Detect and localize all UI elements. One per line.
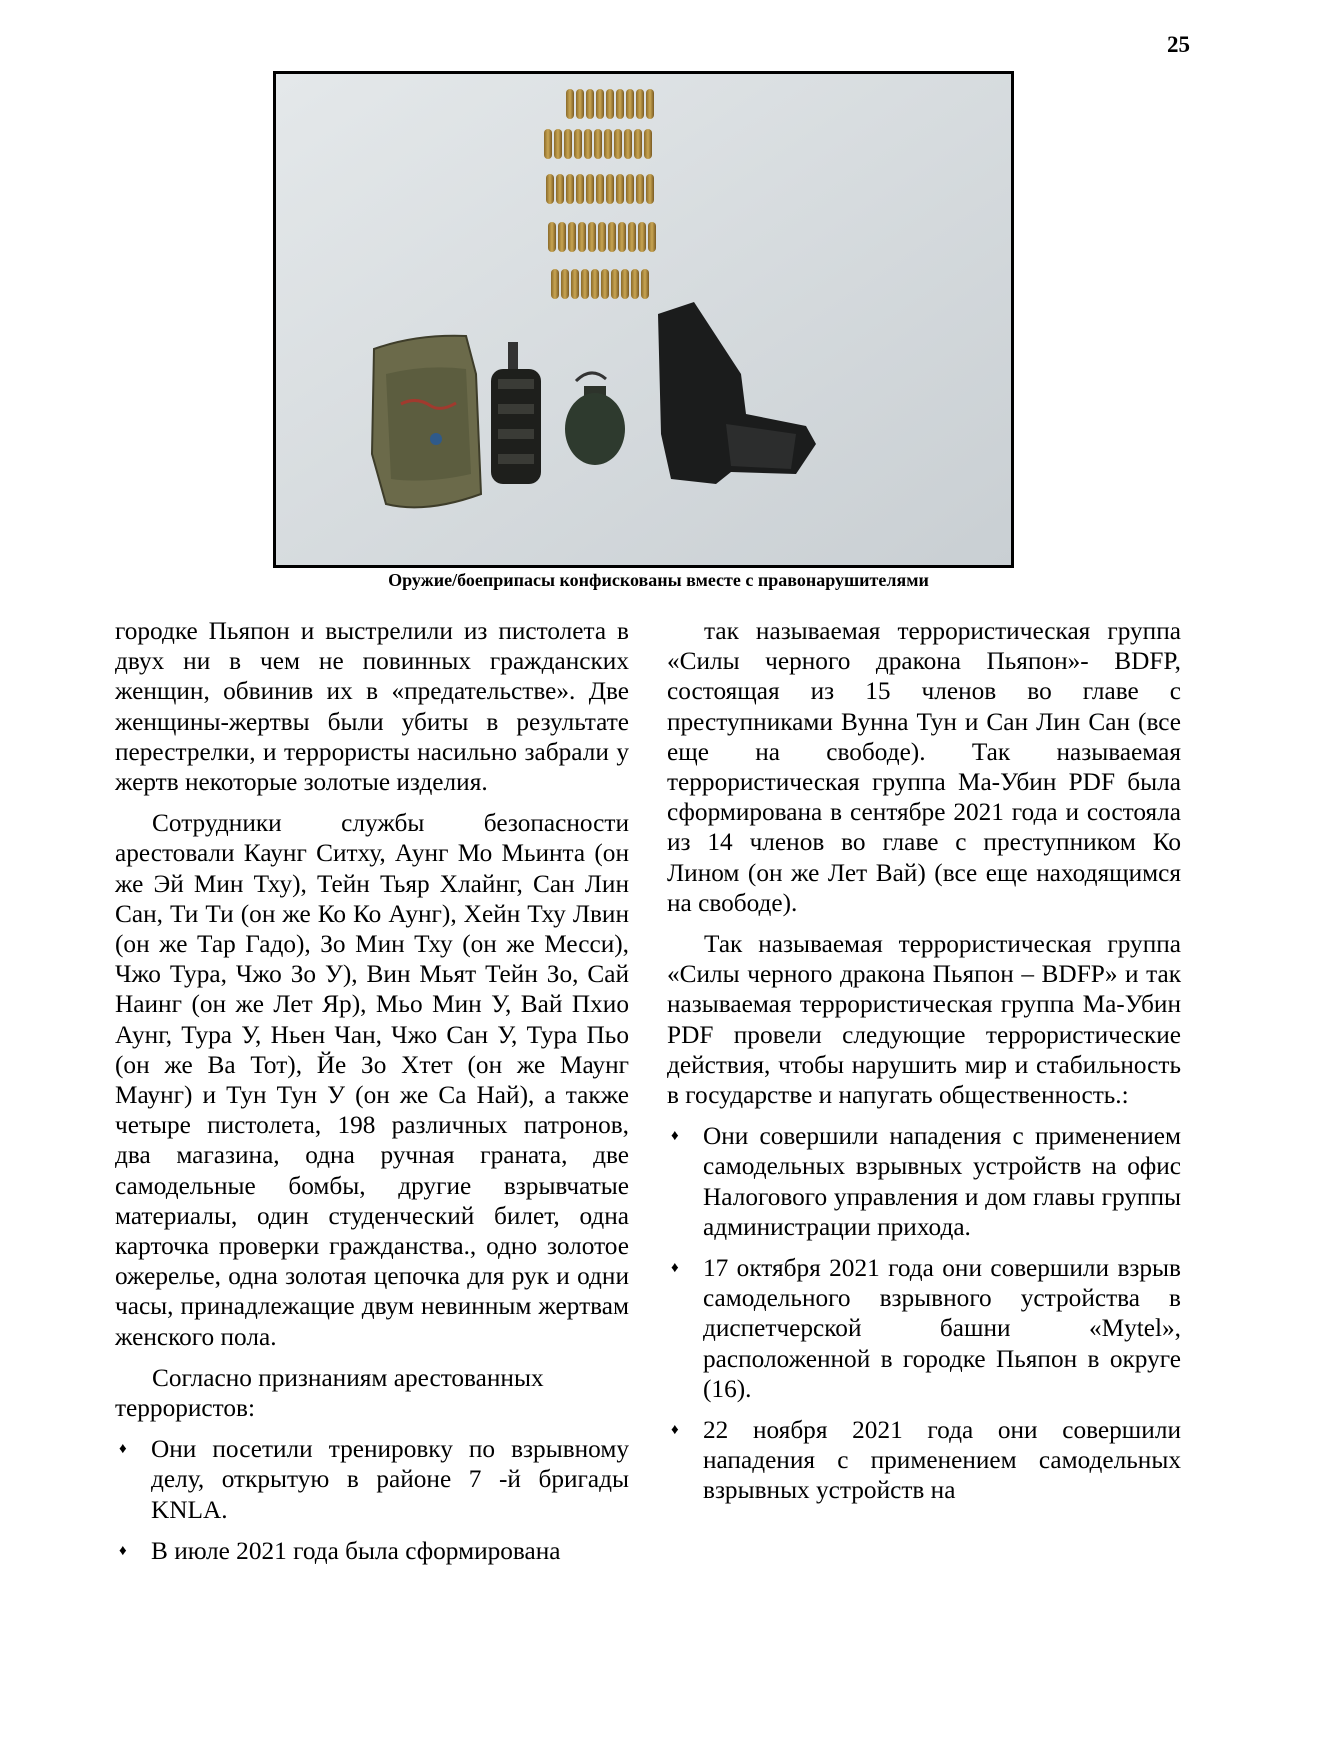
cartridge bbox=[626, 174, 634, 204]
cartridge bbox=[596, 89, 604, 119]
cartridge bbox=[576, 89, 584, 119]
cartridge bbox=[638, 222, 646, 252]
cartridge bbox=[576, 174, 584, 204]
cartridge bbox=[556, 174, 564, 204]
cartridge bbox=[606, 89, 614, 119]
photo-caption: Оружие/боеприпасы конфискованы вместе с правонарушителями bbox=[388, 570, 929, 590]
bullet-diamond-icon: ♦ bbox=[671, 1260, 679, 1277]
cartridge bbox=[554, 129, 562, 159]
cartridge bbox=[586, 89, 594, 119]
paragraph: городке Пьяпон и выстрелили из пистолета в двух ни в чем не повинных гражданских женщин, обвинив их в «предательстве». Две женщины-жертвы были убиты в результате перестрелки, и террористы насильно забрали у жертв некоторые золотые изделия. bbox=[115, 617, 629, 797]
paragraph: Сотрудники службы безопасности арестовали Каунг Ситху, Аунг Мо Мьинта (он же Эй Мин Тху), Тейн Тьяр Хлайнг, Сан Лин Сан, Ти Ти (он же Ко Ко Аунг), Хейн Тху Лвин (он же Тар Гадо), Зо Мин Тху (он же Месси), Чжо Тура, Чжо Зо У), Вин Мьят Тейн Зо, Сай Наинг (он же Лет Яр), Мьо Мин У, Вай Пхио Аунг, Тура У, Ньен Чан, Чжо Сан У, Тура Пьо (он же Ва Тот), Йе Зо Хтет (он же Маунг Маунг) и Тун Тун У (он же Са Най), а также четыре пистолета, 198 различных патронов, два магазина, одна ручная граната, две самодельные бомбы, другие взрывчатые материалы, один студенческий билет, одна карточка проверки гражданства., одно золотое ожерелье, одна золотая цепочка для рук и одни часы, принадлежащие двум невинным жертвам женского пола. bbox=[115, 809, 629, 1351]
cartridge bbox=[621, 269, 629, 299]
list-item-text: Они посетили тренировку по взрывному делу, открытую в районе 7 -й бригады KNLA. bbox=[151, 1435, 629, 1524]
cartridge bbox=[648, 222, 656, 252]
cartridge bbox=[601, 269, 609, 299]
bullet-diamond-icon: ♦ bbox=[119, 1441, 127, 1458]
cartridge bbox=[551, 269, 559, 299]
cartridge bbox=[636, 174, 644, 204]
cartridge bbox=[646, 89, 654, 119]
cartridge bbox=[584, 129, 592, 159]
cartridge bbox=[574, 129, 582, 159]
cartridge bbox=[578, 222, 586, 252]
cartridge bbox=[626, 89, 634, 119]
wrapped-explosive-package bbox=[372, 336, 481, 508]
cartridge bbox=[604, 129, 612, 159]
list-item bbox=[667, 1121, 1181, 1242]
cartridge bbox=[616, 89, 624, 119]
cartridge bbox=[596, 174, 604, 204]
cartridge bbox=[618, 222, 626, 252]
cartridge bbox=[544, 129, 552, 159]
cartridge bbox=[568, 222, 576, 252]
cartridge bbox=[561, 269, 569, 299]
cartridge bbox=[546, 174, 554, 204]
list-item-text: В июле 2021 года была сформирована bbox=[151, 1536, 561, 1565]
cartridge bbox=[591, 269, 599, 299]
paragraph: Согласно признаниям арестованных террористов: bbox=[115, 1363, 544, 1423]
list-item-text: Они совершили нападения с применением самодельных взрывных устройств на офис Налогового управления и дом главы группы администрации прихода. bbox=[703, 1122, 1181, 1241]
cartridge bbox=[631, 269, 639, 299]
paragraph: Так называемая террористическая группа «Силы черного дракона Пьяпон – BDFP» и так называемая террористическая группа Ма-Убин PDF провели следующие террористические действия, чтобы нарушить мир и стабильность в государстве и напугать общественность.: bbox=[667, 930, 1181, 1110]
paragraph: так называемая террористическая группа «Силы черного дракона Пьяпон»- BDFP, состоящая из 15 членов во главе с преступниками Вунна Тун и Сан Лин Сан (все еще на свободе). Так называемая террористическая группа Ма-Убин PDF была сформирована в сентябре 2021 года и состояла из 14 членов во главе с преступником Ко Лином (он же Лет Вай) (все еще находящимся на свободе). bbox=[667, 617, 1181, 917]
cartridge bbox=[571, 269, 579, 299]
list-item-text: 17 октября 2021 года они совершили взрыв самодельного взрывного устройства в диспетчерской башни «Mytel», расположенной в городке Пьяпон в округе (16). bbox=[703, 1254, 1181, 1403]
cartridge bbox=[636, 89, 644, 119]
bullet-diamond-icon: ♦ bbox=[671, 1422, 679, 1439]
list-item bbox=[667, 1253, 1181, 1404]
cartridge bbox=[644, 129, 652, 159]
cartridge bbox=[628, 222, 636, 252]
cartridge bbox=[598, 222, 606, 252]
cartridge bbox=[624, 129, 632, 159]
cartridge bbox=[608, 222, 616, 252]
left-column bbox=[115, 616, 629, 1577]
cartridge bbox=[594, 129, 602, 159]
page-number: 25 bbox=[1167, 32, 1190, 57]
list-item-text: 22 ноября 2021 года они совершили нападения с применением самодельных взрывных устройств на bbox=[703, 1416, 1181, 1505]
bullet-diamond-icon: ♦ bbox=[671, 1128, 679, 1145]
cartridge bbox=[564, 129, 572, 159]
list-item bbox=[115, 1434, 629, 1525]
cartridge bbox=[548, 222, 556, 252]
cartridge bbox=[606, 174, 614, 204]
cartridge bbox=[566, 89, 574, 119]
bullet-diamond-icon: ♦ bbox=[119, 1542, 127, 1559]
cartridge bbox=[614, 129, 622, 159]
cartridge bbox=[558, 222, 566, 252]
right-column bbox=[667, 616, 1181, 1517]
cartridge bbox=[611, 269, 619, 299]
cartridge bbox=[641, 269, 649, 299]
cartridge bbox=[566, 174, 574, 204]
cartridge bbox=[581, 269, 589, 299]
cartridge bbox=[634, 129, 642, 159]
cartridge bbox=[616, 174, 624, 204]
cartridge bbox=[586, 174, 594, 204]
list-item bbox=[115, 1536, 629, 1566]
cartridge bbox=[646, 174, 654, 204]
confiscated-weapons-photo bbox=[273, 71, 1014, 568]
list-item bbox=[667, 1415, 1181, 1506]
cartridge bbox=[588, 222, 596, 252]
